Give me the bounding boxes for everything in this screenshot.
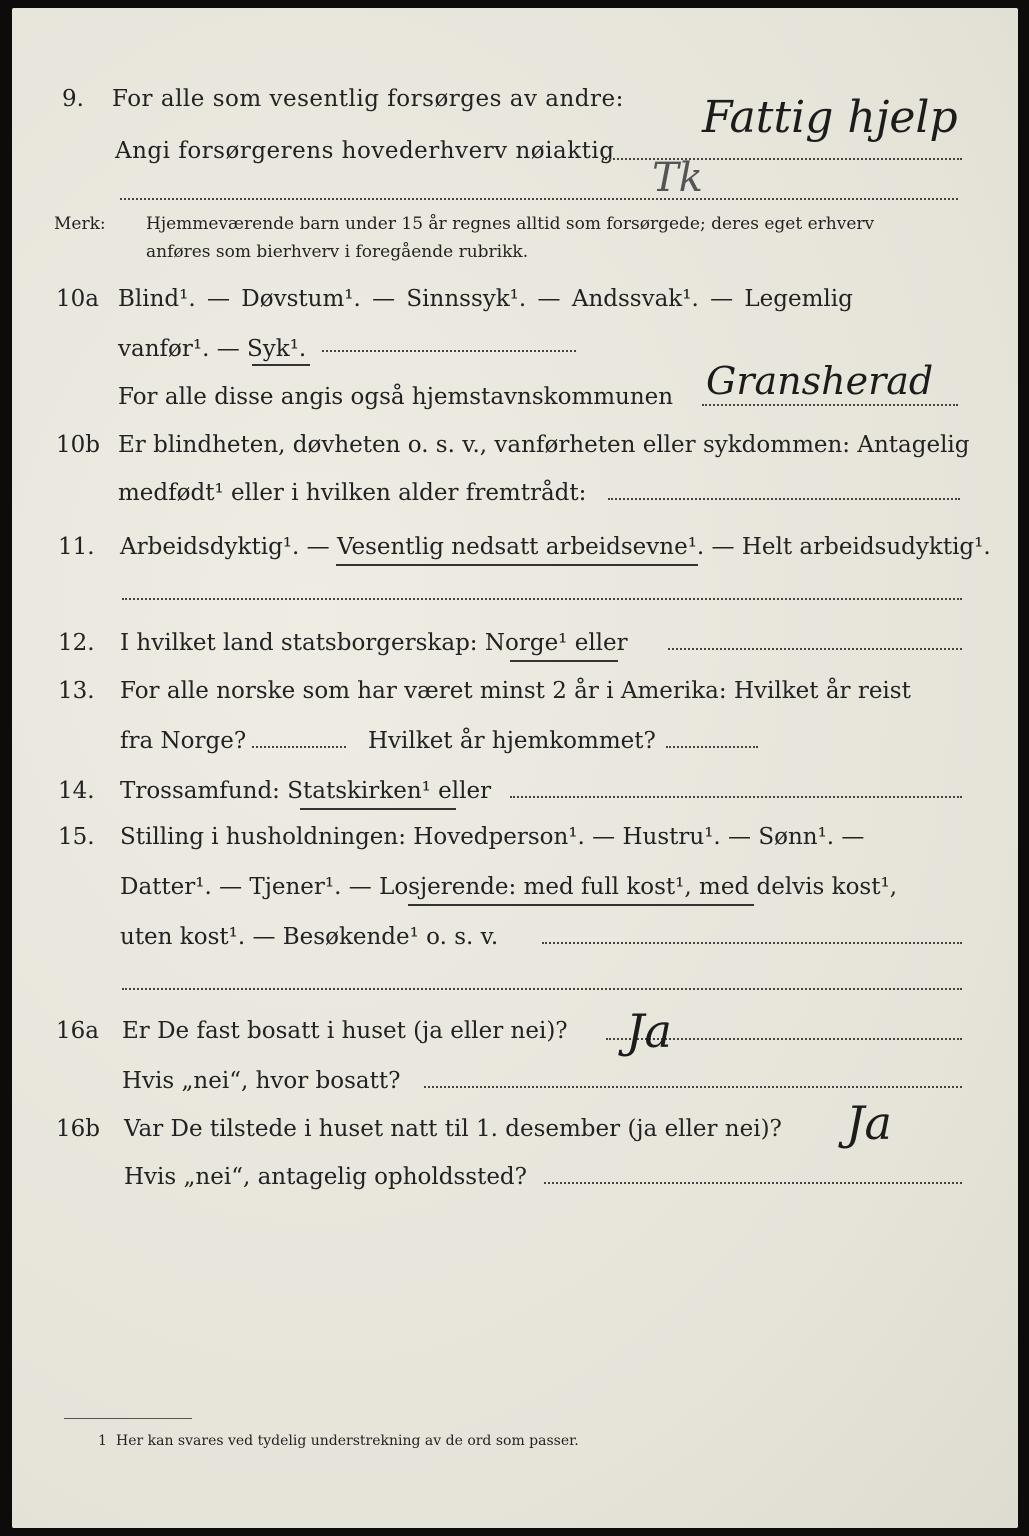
q10b-number: 10b — [56, 432, 100, 458]
q13-number: 13. — [58, 678, 95, 704]
q15-line1: Stilling i husholdningen: Hovedperson¹. — Hustru¹. — Sønn¹. — — [120, 824, 865, 850]
merk-label: Merk: — [54, 214, 106, 234]
q16a-line2: Hvis „nei“, hvor bosatt? — [122, 1068, 401, 1094]
q9-second-answer-line — [120, 198, 958, 200]
q16b-number: 16b — [56, 1116, 100, 1142]
q11-option-nedsatt: Vesentlig nedsatt arbeidsevne¹. — [336, 534, 705, 560]
q13-reist-answer-line — [252, 746, 346, 748]
q9-line2: Angi forsørgerens hovederhverv nøiaktig — [115, 138, 615, 164]
q14-text — [120, 780, 491, 803]
q15-options-datter-tjener: Datter¹. — Tjener¹. — — [120, 874, 380, 900]
q16a-bosatt-answer-line — [424, 1086, 962, 1088]
q16b-line2: Hvis „nei“, antagelig opholdssted? — [124, 1164, 527, 1190]
q12-text — [120, 632, 628, 655]
q16b-handwritten-answer: Ja — [846, 1096, 892, 1150]
q11-option-udyktig: — Helt arbeidsudyktig¹. — [704, 534, 991, 560]
q12-answer-line — [668, 648, 962, 650]
q11-number: 11. — [58, 534, 95, 560]
q12-eller: eller — [567, 630, 628, 656]
q16b-answer-line — [544, 1182, 962, 1184]
q14-underline — [300, 808, 456, 810]
q10b-answer-line — [608, 498, 960, 500]
q12-underline — [510, 660, 618, 662]
q14-answer-line — [510, 796, 962, 798]
q15-line2 — [120, 876, 897, 899]
q11-text — [120, 536, 991, 559]
q10a-line3: For alle disse angis også hjemstavnskommunen — [118, 384, 674, 410]
q13-line2a: fra Norge? — [120, 728, 247, 754]
footnote-rule — [64, 1418, 192, 1419]
q14-eller: eller — [430, 778, 492, 804]
q10a-syk-underline — [252, 364, 310, 366]
q14-number: 14. — [58, 778, 95, 804]
q15-underline — [408, 904, 754, 906]
q11-underline — [336, 564, 698, 566]
q16a-number: 16a — [56, 1018, 99, 1044]
q10a-number: 10a — [56, 286, 99, 312]
q10b-line2: medfødt¹ eller i hvilken alder fremtrådt: — [118, 480, 587, 506]
q13-line1: For alle norske som har været minst 2 år i Amerika: Hvilket år reist — [120, 678, 911, 704]
merk-line2: anføres som bierhverv i foregående rubrikk. — [146, 242, 529, 262]
q10b-line1: Er blindheten, døvheten o. s. v., vanførheten eller sykdommen: Antagelig — [118, 432, 970, 458]
q10a-handwritten-kommune: Gransherad — [706, 359, 934, 403]
q9-handwritten-mark: Tk — [652, 155, 703, 201]
q10a-line2-answer-line — [322, 350, 576, 352]
q11-answer-line — [122, 598, 962, 600]
footnote-text: Her kan svares ved tydelig understrekning av de ord som passer. — [116, 1433, 579, 1449]
q15-option-losjerende-full-kost: Losjerende: med full kost¹, — [379, 874, 692, 900]
q13-hjemkommet-answer-line — [666, 746, 758, 748]
q9-line1: For alle som vesentlig forsørges av andre: — [112, 86, 624, 112]
q15-number: 15. — [58, 824, 95, 850]
q13-line2b: Hvilket år hjemkommet? — [368, 728, 656, 754]
q16b-line1: Var De tilstede i huset natt til 1. desember (ja eller nei)? — [124, 1116, 782, 1142]
q15-second-answer-line — [122, 988, 962, 990]
q15-option-delvis-kost: med delvis kost¹, — [691, 874, 898, 900]
q11-option-arbeidsdyktig: Arbeidsdyktig¹. — — [120, 534, 337, 560]
q10a-kommune-answer-line — [702, 404, 958, 406]
q10a-line1: Blind¹. — Døvstum¹. — Sinnssyk¹. — Andssvak¹. — Legemlig — [118, 286, 853, 312]
q15-line3: uten kost¹. — Besøkende¹ o. s. v. — [120, 924, 499, 950]
q14-question: Trossamfund: — [120, 778, 288, 804]
merk-line1: Hjemmeværende barn under 15 år regnes alltid som forsørgede; deres eget erhverv — [146, 214, 875, 234]
q15-answer-line — [542, 942, 962, 944]
q16a-handwritten-answer: Ja — [626, 1004, 672, 1058]
census-form-page — [12, 8, 1018, 1528]
q9-handwritten-answer: Fattig hjelp — [702, 92, 958, 143]
q12-option-norge: Norge¹ — [484, 630, 568, 656]
q9-number: 9. — [62, 86, 84, 112]
footnote-marker: 1 — [98, 1433, 107, 1449]
q14-option-statskirken: Statskirken¹ — [287, 778, 431, 804]
q12-question: I hvilket land statsborgerskap: — [120, 630, 485, 656]
q12-number: 12. — [58, 630, 95, 656]
q10a-line2: vanfør¹. — Syk¹. — [118, 336, 307, 362]
q16a-line1: Er De fast bosatt i huset (ja eller nei)? — [122, 1018, 568, 1044]
